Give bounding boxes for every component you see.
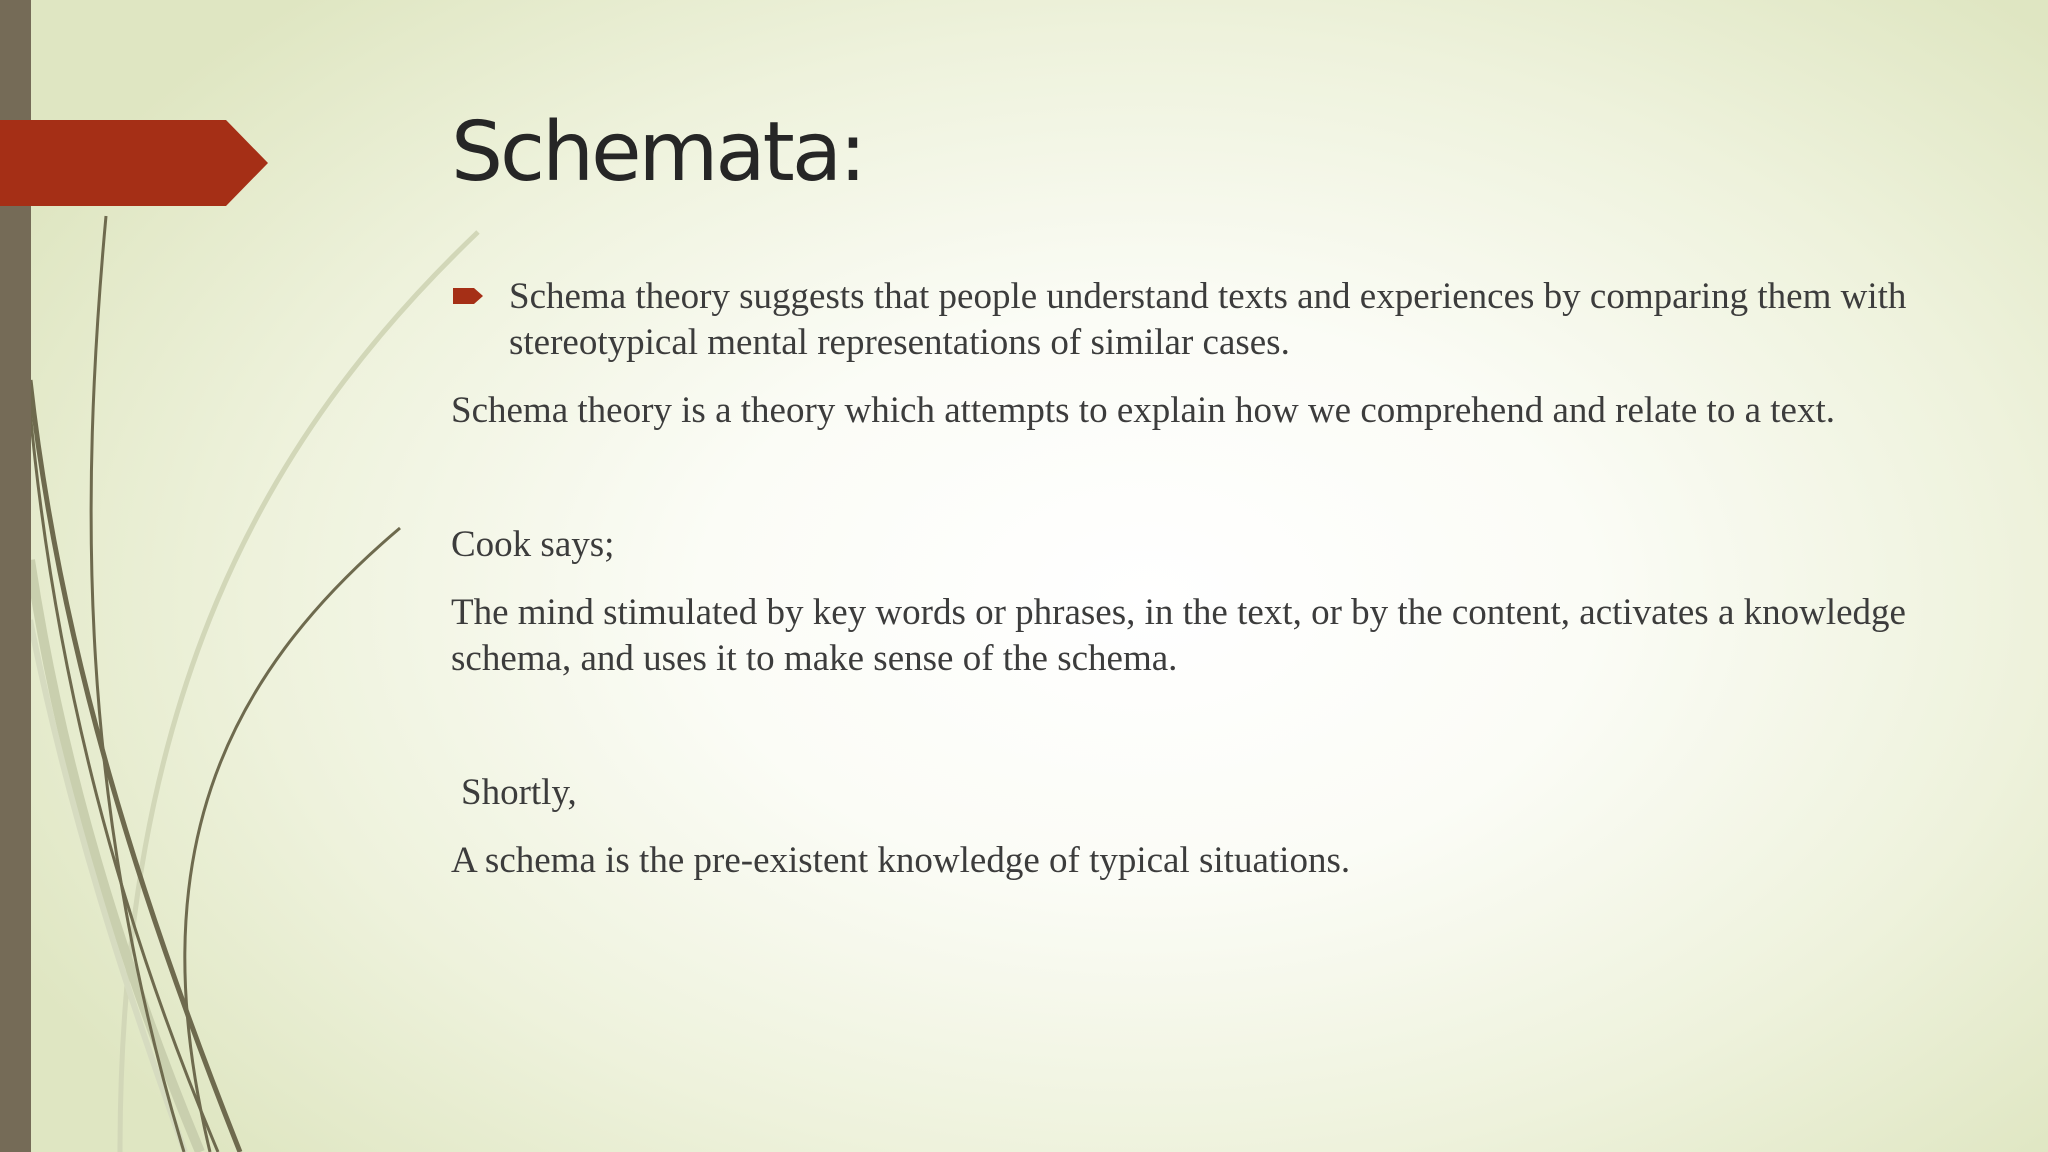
bullet-text: Schema theory suggests that people understand texts and experiences by comparing them with stereotypical mental representations of similar cases. (509, 276, 1907, 363)
paragraph-shortly: Shortly, (461, 772, 577, 813)
paragraph-mind-stimulated: The mind stimulated by key words or phrases, in the text, or by the content, activates a knowledge schema, and uses it to make sense of the schema. (451, 592, 1906, 679)
slide-content (451, 274, 1911, 906)
paragraph-schema-definition: A schema is the pre-existent knowledge of typical situations. (451, 840, 1351, 881)
paragraph-schema-theory: Schema theory is a theory which attempts to explain how we comprehend and relate to a text. (451, 390, 1835, 431)
paragraph-cook-says: Cook says; (451, 524, 615, 565)
bullet-item (451, 274, 1911, 366)
title-tab-arrow (0, 120, 268, 206)
arrow-bullet-icon (453, 288, 483, 304)
slide-title: Schemata: (451, 105, 864, 200)
